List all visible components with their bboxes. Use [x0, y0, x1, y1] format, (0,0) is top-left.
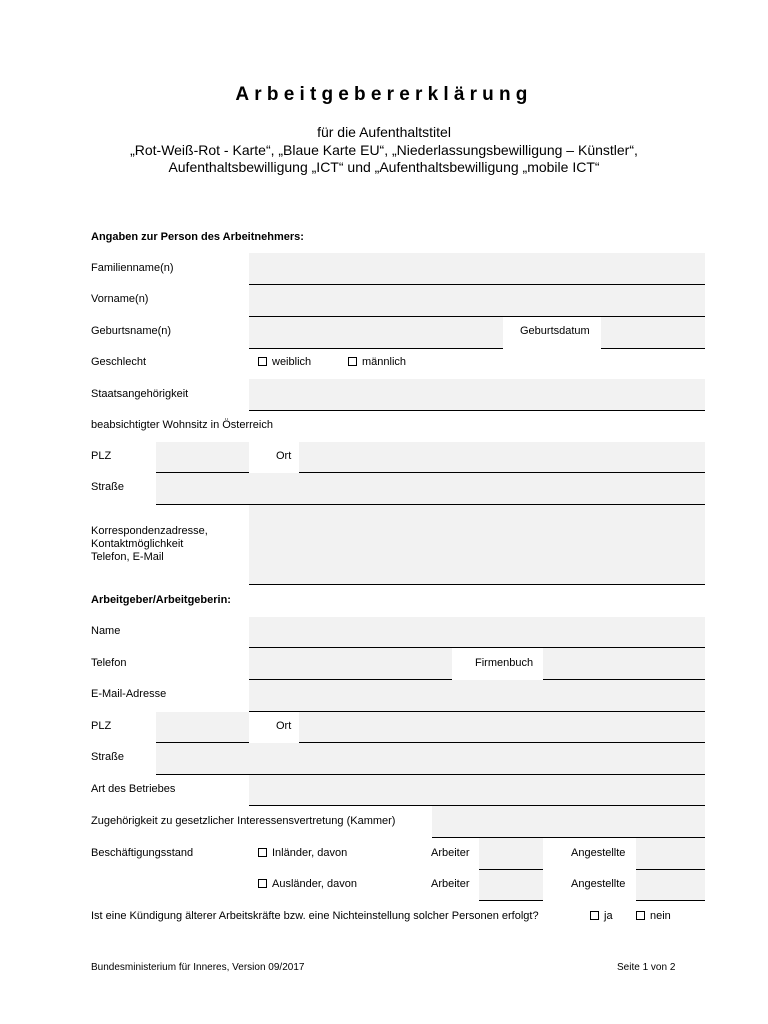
employer-plz-label: PLZ	[91, 720, 112, 732]
domestic-employees-field[interactable]	[636, 838, 705, 870]
family-name-label: Familienname(n)	[91, 262, 174, 274]
employer-plz-field[interactable]	[156, 712, 249, 743]
page-title: Arbeitgebererklärung	[235, 84, 533, 105]
dismissal-yes-option[interactable]	[590, 910, 613, 922]
intended-residence-label: beabsichtigter Wohnsitz in Österreich	[91, 419, 273, 431]
nationality-label: Staatsangehörigkeit	[91, 388, 189, 400]
no-label: nein	[650, 910, 671, 922]
employee-street-field[interactable]	[156, 473, 705, 505]
foreign-label: Ausländer, davon	[272, 878, 358, 890]
correspondence-label-2: Kontaktmöglichkeit	[91, 538, 184, 550]
subtitle-line-3: Aufenthaltsbewilligung „ICT“ und „Aufenthaltsbewilligung „mobile ICT“	[168, 159, 600, 175]
dismissal-question: Ist eine Kündigung älterer Arbeitskräfte bzw. eine Nichteinstellung solcher Personen erfolgt?	[91, 910, 539, 922]
gender-male-option[interactable]	[348, 356, 406, 368]
domestic-employees-label: Angestellte	[571, 847, 626, 859]
employer-phone-label: Telefon	[91, 657, 127, 669]
business-type-label: Art des Betriebes	[91, 783, 176, 795]
female-checkbox[interactable]	[258, 357, 267, 366]
correspondence-field[interactable]	[249, 505, 705, 585]
birth-date-label: Geburtsdatum	[520, 325, 590, 337]
employer-name-field[interactable]	[249, 617, 705, 648]
domestic-option[interactable]	[258, 847, 347, 859]
correspondence-label-3: Telefon, E-Mail	[91, 551, 164, 563]
chamber-label: Zugehörigkeit zu gesetzlicher Interessensvertretung (Kammer)	[91, 815, 396, 827]
company-register-field[interactable]	[543, 648, 705, 680]
domestic-checkbox[interactable]	[258, 848, 267, 857]
employee-ort-field[interactable]	[299, 442, 705, 473]
foreign-workers-field[interactable]	[479, 870, 543, 901]
subtitle-line-2: „Rot-Weiß-Rot - Karte“, „Blaue Karte EU“, „Niederlassungsbewilligung – Künstler“,	[130, 142, 638, 158]
no-checkbox[interactable]	[636, 911, 645, 920]
employee-section-heading: Angaben zur Person des Arbeitnehmers:	[91, 231, 304, 243]
first-name-field[interactable]	[249, 285, 705, 317]
nationality-field[interactable]	[249, 379, 705, 411]
employer-street-field[interactable]	[156, 743, 705, 775]
subtitle-line-1: für die Aufenthaltstitel	[317, 124, 451, 140]
employer-section-heading: Arbeitgeber/Arbeitgeberin:	[91, 594, 231, 606]
employee-street-label: Straße	[91, 481, 125, 493]
birth-name-field[interactable]	[249, 317, 503, 349]
email-label: E-Mail-Adresse	[91, 688, 167, 700]
family-name-field[interactable]	[249, 253, 705, 285]
first-name-label: Vorname(n)	[91, 293, 149, 305]
business-type-field[interactable]	[249, 775, 705, 806]
domestic-label: Inländer, davon	[272, 847, 348, 859]
male-checkbox[interactable]	[348, 357, 357, 366]
foreign-workers-label: Arbeiter	[431, 878, 470, 890]
foreign-checkbox[interactable]	[258, 879, 267, 888]
correspondence-label-1: Korrespondenzadresse,	[91, 525, 208, 537]
employer-name-label: Name	[91, 625, 121, 637]
employee-plz-field[interactable]	[156, 442, 249, 473]
domestic-workers-field[interactable]	[479, 838, 543, 870]
foreign-employees-label: Angestellte	[571, 878, 626, 890]
birth-date-field[interactable]	[601, 317, 705, 349]
employer-street-label: Straße	[91, 751, 125, 763]
female-label: weiblich	[272, 356, 312, 368]
domestic-workers-label: Arbeiter	[431, 847, 470, 859]
foreign-option[interactable]	[258, 878, 357, 890]
employer-ort-field[interactable]	[299, 712, 705, 743]
employee-plz-label: PLZ	[91, 450, 112, 462]
employee-ort-label: Ort	[276, 450, 292, 462]
employment-status-label: Beschäftigungsstand	[91, 847, 194, 859]
footer-version: Bundesministerium für Inneres, Version 09/2017	[91, 962, 305, 973]
gender-label: Geschlecht	[91, 356, 147, 368]
employer-ort-label: Ort	[276, 720, 292, 732]
email-field[interactable]	[249, 680, 705, 712]
footer-page-number: Seite 1 von 2	[617, 962, 676, 973]
company-register-label: Firmenbuch	[475, 657, 534, 669]
employer-phone-field[interactable]	[249, 648, 452, 680]
yes-checkbox[interactable]	[590, 911, 599, 920]
dismissal-no-option[interactable]	[636, 910, 671, 922]
gender-female-option[interactable]	[258, 356, 311, 368]
foreign-employees-field[interactable]	[636, 870, 705, 901]
yes-label: ja	[604, 910, 613, 922]
male-label: männlich	[362, 356, 407, 368]
birth-name-label: Geburtsname(n)	[91, 325, 172, 337]
chamber-field[interactable]	[432, 806, 705, 838]
